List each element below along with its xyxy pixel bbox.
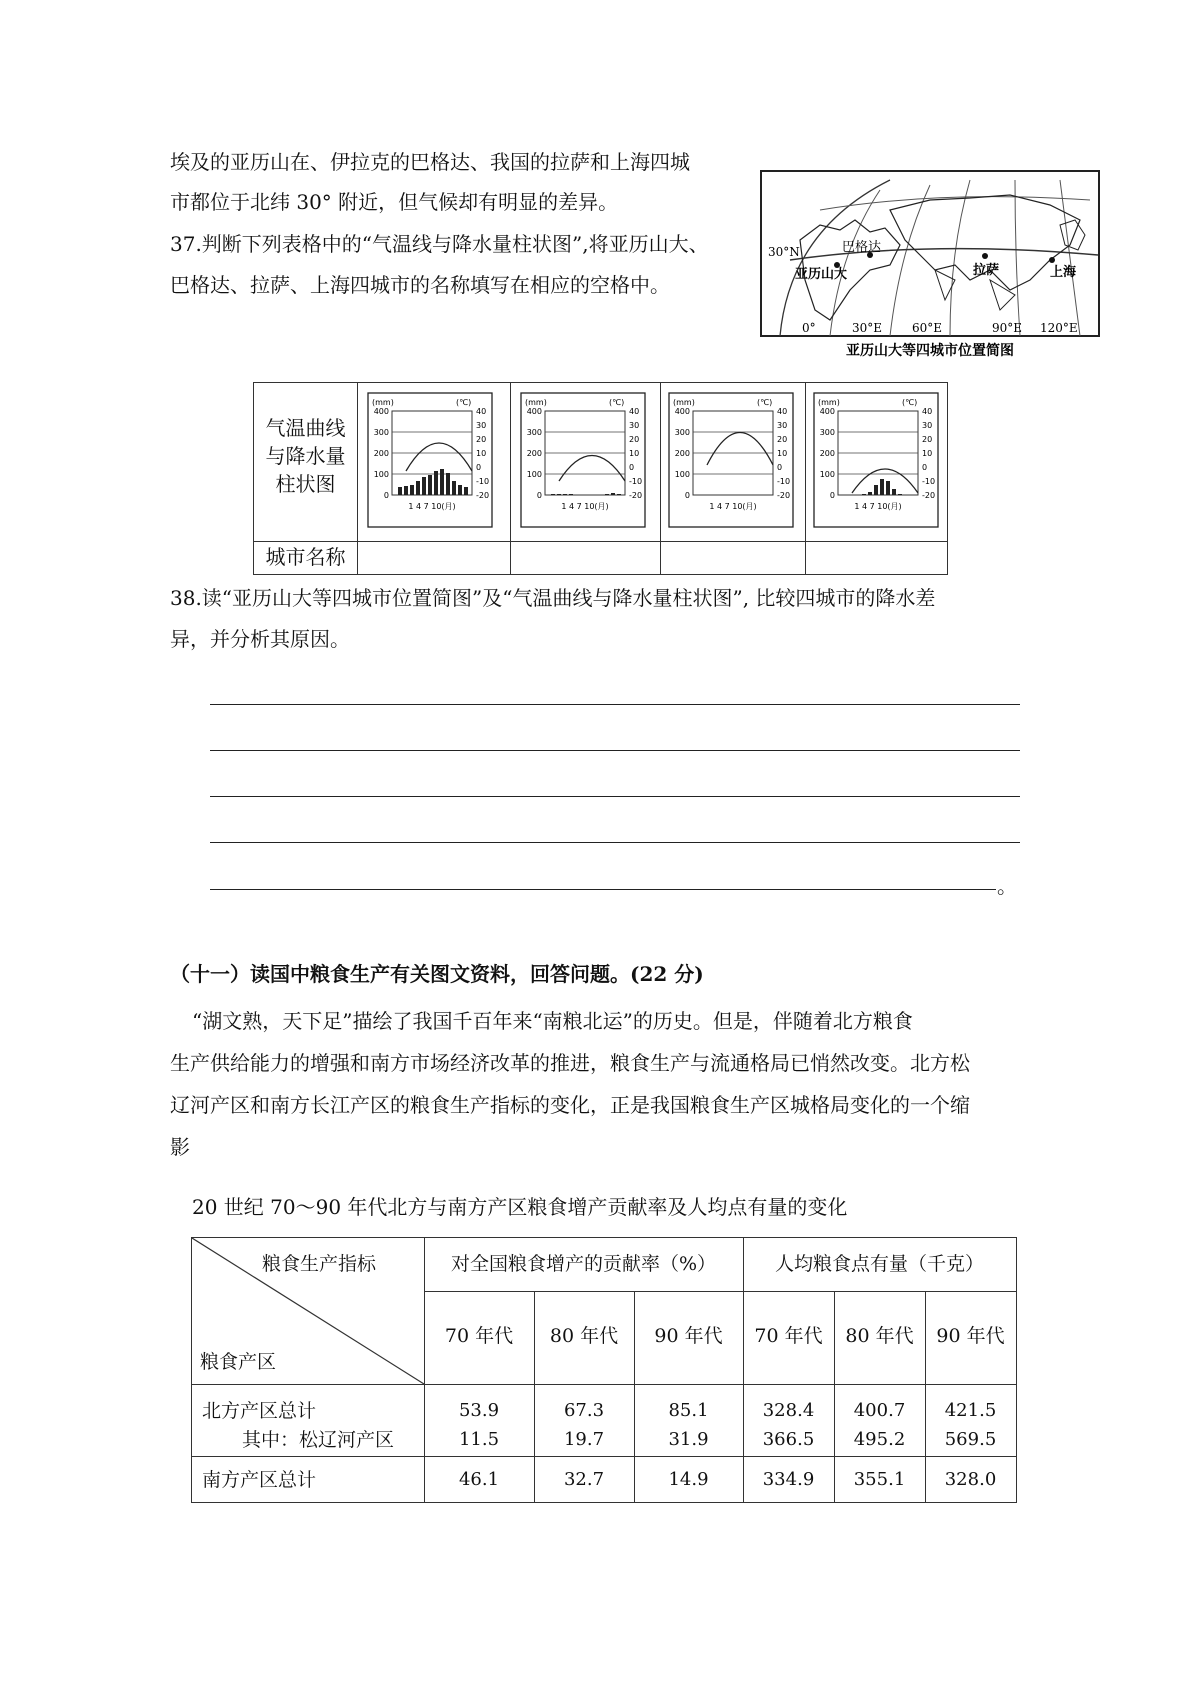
- temp-tick: 30: [777, 421, 788, 430]
- temp-tick: 20: [476, 435, 487, 444]
- temp-tick: -20: [629, 491, 643, 500]
- answer-line-3[interactable]: [210, 796, 1020, 797]
- month-ticks: 1 4 7 10(月): [854, 502, 902, 511]
- precip-tick: 200: [373, 449, 389, 458]
- temp-tick: 20: [777, 435, 788, 444]
- precip-bar: [880, 479, 884, 495]
- precip-bar: [416, 481, 420, 495]
- precip-bar: [446, 473, 450, 495]
- grain-table-caption: 20 世纪 70～90 年代北方与南方产区粮食增产贡献率及人均点有量的变化: [192, 1195, 848, 1219]
- corner-bottom-label: 粮食产区: [200, 1351, 277, 1373]
- climate-chart-2: [519, 391, 647, 535]
- precip-tick: 400: [526, 407, 542, 416]
- cell: 366.5: [762, 1429, 815, 1450]
- precip-unit: (mm): [673, 398, 695, 407]
- decade-header-3: 90 年代: [654, 1325, 723, 1347]
- temp-tick: -20: [922, 491, 936, 500]
- cell: 31.9: [668, 1429, 709, 1450]
- temp-tick: 0: [476, 463, 482, 472]
- temp-tick: 0: [922, 463, 928, 472]
- precip-tick: 300: [373, 428, 389, 437]
- temp-tick: -20: [476, 491, 490, 500]
- precip-tick: 100: [674, 470, 690, 479]
- cell: 328.4: [762, 1400, 815, 1421]
- climate-chart-1: [366, 391, 494, 535]
- climate-chart-svg: [667, 391, 795, 531]
- city-name-blank-4[interactable]: [806, 542, 946, 573]
- precip-unit: (mm): [525, 398, 547, 407]
- map-city-lhasa: 拉萨: [973, 263, 1000, 278]
- decade-header-2: 80 年代: [549, 1325, 619, 1347]
- cell: 11.5: [458, 1429, 500, 1450]
- precip-bar: [892, 489, 896, 495]
- precip-tick: 400: [819, 407, 835, 416]
- decade-header-1: 70 年代: [444, 1325, 514, 1347]
- cell: 32.7: [563, 1469, 605, 1490]
- decade-header-5: 80 年代: [845, 1325, 914, 1347]
- section11-heading: （十一）读国中粮食生产有关图文资料，回答问题。(22 分): [170, 962, 704, 986]
- cell: 53.9: [458, 1400, 500, 1421]
- map-city-shanghai: 上海: [1050, 265, 1077, 280]
- month-ticks: 1 4 7 10(月): [408, 502, 456, 511]
- q38-line-1: 38.读“亚历山大等四城市位置简图”及“气温曲线与降水量柱状图”, 比较四城市的降水差: [170, 586, 936, 610]
- climate-chart-table: [253, 382, 948, 575]
- temp-tick: 10: [476, 449, 487, 458]
- temp-tick: 30: [922, 421, 933, 430]
- row-name-north: 北方产区总计: [202, 1400, 317, 1422]
- precip-tick: 0: [684, 491, 690, 500]
- cell: 421.5: [944, 1400, 997, 1421]
- precip-tick: 100: [526, 470, 542, 479]
- map-lon-0: 0°: [802, 321, 816, 335]
- city-name-blank-3[interactable]: [661, 542, 804, 573]
- temp-tick: 10: [629, 449, 640, 458]
- cell: 495.2: [853, 1429, 906, 1450]
- temp-tick: 20: [629, 435, 640, 444]
- precip-bar: [434, 471, 438, 495]
- precip-bar: [452, 481, 456, 495]
- temp-tick: 0: [629, 463, 635, 472]
- section11-para-line-3: 辽河产区和南方长江产区的粮食生产指标的变化，正是我国粮食生产区城格局变化的一个缩: [170, 1093, 970, 1117]
- climate-chart-svg: [519, 391, 647, 531]
- month-ticks: 1 4 7 10(月): [709, 502, 757, 511]
- precip-bar: [886, 481, 890, 495]
- city-dot-shanghai: [1049, 257, 1055, 263]
- precip-bar: [398, 487, 402, 495]
- precip-tick: 0: [829, 491, 835, 500]
- group-header-per-capita: 人均粮食点有量（千克）: [774, 1253, 984, 1275]
- precip-tick: 100: [373, 470, 389, 479]
- precip-bar: [874, 485, 878, 495]
- temp-tick: 30: [476, 421, 487, 430]
- answer-line-4[interactable]: [210, 842, 1020, 843]
- temp-tick: 20: [922, 435, 933, 444]
- map-lon-120: 120°E: [1040, 321, 1078, 335]
- precip-tick: 200: [674, 449, 690, 458]
- map-lon-60: 60°E: [912, 321, 943, 335]
- precip-unit: (mm): [372, 398, 394, 407]
- precip-bar: [440, 469, 444, 495]
- temp-tick: 40: [777, 407, 788, 416]
- precip-bar: [404, 486, 408, 495]
- precip-bar: [410, 485, 414, 495]
- precip-bar: [563, 494, 567, 495]
- precip-unit: (mm): [818, 398, 840, 407]
- city-name-blank-2[interactable]: [511, 542, 659, 573]
- section11-para-line-2: 生产供给能力的增强和南方市场经济改革的推进，粮食生产与流通格局已悄然改变。北方松: [170, 1051, 970, 1075]
- map-city-alexandria: 亚历山大: [795, 267, 848, 282]
- climate-chart-svg: [366, 391, 494, 531]
- decade-header-6: 90 年代: [936, 1325, 1005, 1347]
- precip-bar: [464, 487, 468, 495]
- temp-unit: (℃): [902, 398, 918, 407]
- climate-chart-4: [812, 391, 940, 535]
- section11-para-line-4: 影: [170, 1135, 190, 1159]
- temp-tick: -10: [629, 477, 643, 486]
- precip-tick: 0: [536, 491, 542, 500]
- precip-tick: 200: [819, 449, 835, 458]
- cell: 400.7: [853, 1400, 906, 1421]
- precip-bar: [611, 493, 615, 495]
- map-caption: 亚历山大等四城市位置简图: [846, 343, 1014, 359]
- map-city-baghdad: 巴格达: [842, 240, 882, 255]
- temp-tick: 30: [629, 421, 640, 430]
- precip-tick: 400: [674, 407, 690, 416]
- city-location-map: [760, 170, 1100, 360]
- section11-para-line-1: “湖文熟，天下足”描绘了我国千百年来“南粮北运”的历史。但是，伴随着北方粮食: [192, 1009, 913, 1033]
- climate-row2-label: 城市名称: [265, 545, 346, 569]
- temp-unit: (℃): [757, 398, 773, 407]
- intro-line-1: 埃及的亚历山在、伊拉克的巴格达、我国的拉萨和上海四城: [170, 150, 690, 174]
- q37-line-2: 巴格达、拉萨、上海四城市的名称填写在相应的空格中。: [170, 273, 670, 297]
- climate-row1-label-1: 气温曲线: [265, 416, 346, 440]
- temp-tick: -10: [922, 477, 936, 486]
- precip-bar: [617, 494, 621, 495]
- map-lon-30: 30°E: [852, 321, 883, 335]
- precip-bar: [868, 492, 872, 495]
- answer-line-2[interactable]: [210, 750, 1020, 751]
- climate-chart-3: [667, 391, 795, 535]
- precip-bar: [557, 494, 561, 495]
- answer-end-mark: 。: [997, 874, 1017, 898]
- temp-tick: -10: [777, 477, 791, 486]
- precip-bar: [458, 485, 462, 495]
- row-name-songliao: 其中：松辽河产区: [242, 1429, 395, 1451]
- map-lat-label: 30°N: [768, 245, 800, 259]
- temp-unit: (℃): [609, 398, 625, 407]
- cell: 355.1: [853, 1469, 906, 1490]
- cell: 334.9: [762, 1469, 815, 1490]
- city-name-blank-1[interactable]: [358, 542, 509, 573]
- climate-chart-svg: [812, 391, 940, 531]
- precip-bar: [569, 494, 573, 495]
- intro-line-2: 市都位于北纬 30° 附近，但气候却有明显的差异。: [170, 190, 619, 214]
- precip-tick: 300: [674, 428, 690, 437]
- cell: 85.1: [668, 1400, 709, 1421]
- precip-tick: 300: [819, 428, 835, 437]
- answer-line-5[interactable]: [210, 889, 996, 890]
- precip-bar: [422, 477, 426, 495]
- cell: 569.5: [944, 1429, 997, 1450]
- map-lon-90: 90°E: [992, 321, 1023, 335]
- cell: 19.7: [563, 1429, 605, 1450]
- precip-bar: [428, 475, 432, 495]
- city-dot-lhasa: [982, 253, 988, 259]
- temp-tick: 40: [629, 407, 640, 416]
- temp-tick: -10: [476, 477, 490, 486]
- temp-tick: 40: [476, 407, 487, 416]
- temp-tick: 0: [777, 463, 783, 472]
- q38-line-2: 异，并分析其原因。: [170, 627, 350, 651]
- climate-row1-label-2: 与降水量: [265, 444, 346, 468]
- row-name-south: 南方产区总计: [202, 1469, 317, 1491]
- answer-line-1[interactable]: [210, 704, 1020, 705]
- precip-tick: 400: [373, 407, 389, 416]
- precip-bar: [898, 494, 902, 495]
- decade-header-4: 70 年代: [754, 1325, 823, 1347]
- precip-tick: 300: [526, 428, 542, 437]
- climate-row1-label-3: 柱状图: [275, 472, 336, 496]
- temp-unit: (℃): [456, 398, 472, 407]
- precip-tick: 200: [526, 449, 542, 458]
- cell: 14.9: [668, 1469, 709, 1490]
- precip-bar: [551, 494, 555, 495]
- precip-bar: [862, 494, 866, 495]
- month-ticks: 1 4 7 10(月): [561, 502, 609, 511]
- group-header-contribution: 对全国粮食增产的贡献率（%）: [450, 1253, 717, 1275]
- temp-tick: 40: [922, 407, 933, 416]
- corner-top-label: 粮食生产指标: [262, 1253, 377, 1275]
- temp-tick: -20: [777, 491, 791, 500]
- q37-line-1: 37.判断下列表格中的“气温线与降水量柱状图”,将亚历山大、: [170, 232, 709, 256]
- cell: 46.1: [458, 1469, 500, 1490]
- temp-tick: 10: [922, 449, 933, 458]
- cell: 67.3: [563, 1400, 605, 1421]
- cell: 328.0: [944, 1469, 997, 1490]
- grain-production-table: [191, 1237, 1017, 1503]
- precip-bar: [605, 494, 609, 495]
- precip-tick: 100: [819, 470, 835, 479]
- temp-tick: 10: [777, 449, 788, 458]
- map-drawing: [760, 170, 1100, 360]
- precip-tick: 0: [383, 491, 389, 500]
